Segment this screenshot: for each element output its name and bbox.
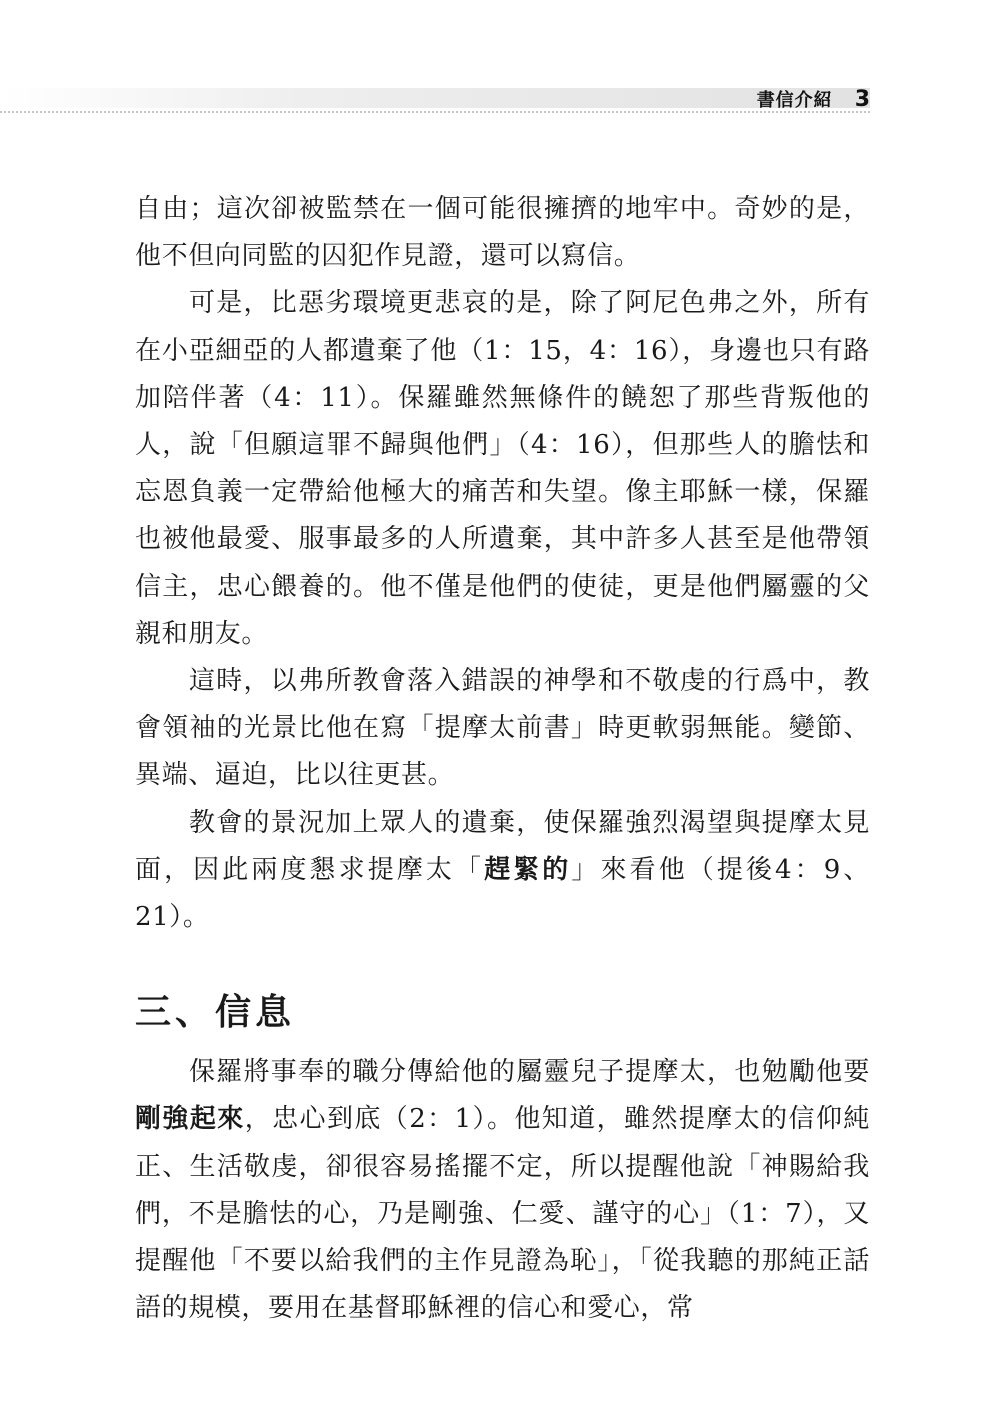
- header-dotted-rule: [0, 111, 870, 113]
- section-heading: 三、信息: [135, 992, 296, 1034]
- paragraph-text: 教會的景況加上眾人的遺棄，使保羅強烈渴望與提摩太見面，因此兩度懇求提摩太「: [135, 807, 870, 885]
- emphasis-text: 趕緊的: [484, 854, 572, 885]
- paragraph-text: 保羅將事奉的職分傳給他的屬靈兒子提摩太，也勉勵他要: [189, 1057, 870, 1088]
- paragraph-continued: 自由；這次卻被監禁在一個可能很擁擠的地牢中。奇妙的是，他不但向同監的囚犯作見證，還可以寫信。: [135, 194, 870, 272]
- paragraph: [135, 800, 870, 942]
- paragraph: 這時，以弗所教會落入錯誤的神學和不敬虔的行爲中，教會領袖的光景比他在寫「提摩太前書」時更軟弱無能。變節、異端、逼迫，比以往更甚。: [135, 666, 870, 791]
- page-body: [135, 186, 870, 1332]
- header-title: 書信介紹: [756, 90, 833, 111]
- header-band: [0, 88, 870, 108]
- emphasis-text: 剛強起來: [135, 1104, 245, 1135]
- page-number: 3: [854, 86, 870, 112]
- header-text: [757, 86, 870, 112]
- paragraph-text: ，忠心到底（2：1）。他知道，雖然提摩太的信仰純正、生活敬虔，卻很容易搖擺不定，所以提醒他說「神賜給我們，不是膽怯的心，乃是剛強、仁愛、謹守的心」（1：7），又提醒他「不要以給我們的主作見證為恥」，「從我聽的那純正話語的規模，要用在基督耶穌裡的信心和愛心，常: [135, 1104, 870, 1324]
- paragraph: 可是，比惡劣環境更悲哀的是，除了阿尼色弗之外，所有在小亞細亞的人都遺棄了他（1：15，4：16），身邊也只有路加陪伴著（4：11）。保羅雖然無條件的饒恕了那些背叛他的人，說「但願這罪不歸與他們」（4：16），但那些人的膽怯和忘恩負義一定帶給他極大的痛苦和失望。像主耶穌一樣，保羅也被他最愛、服事最多的人所遺棄，其中許多人甚至是他帶領信主，忠心餵養的。他不僅是他們的使徒，更是他們屬靈的父親和朋友。: [135, 288, 870, 649]
- paragraph-text: 」來看他（提後4：9、21）。: [135, 854, 870, 933]
- paragraph: [135, 1049, 870, 1332]
